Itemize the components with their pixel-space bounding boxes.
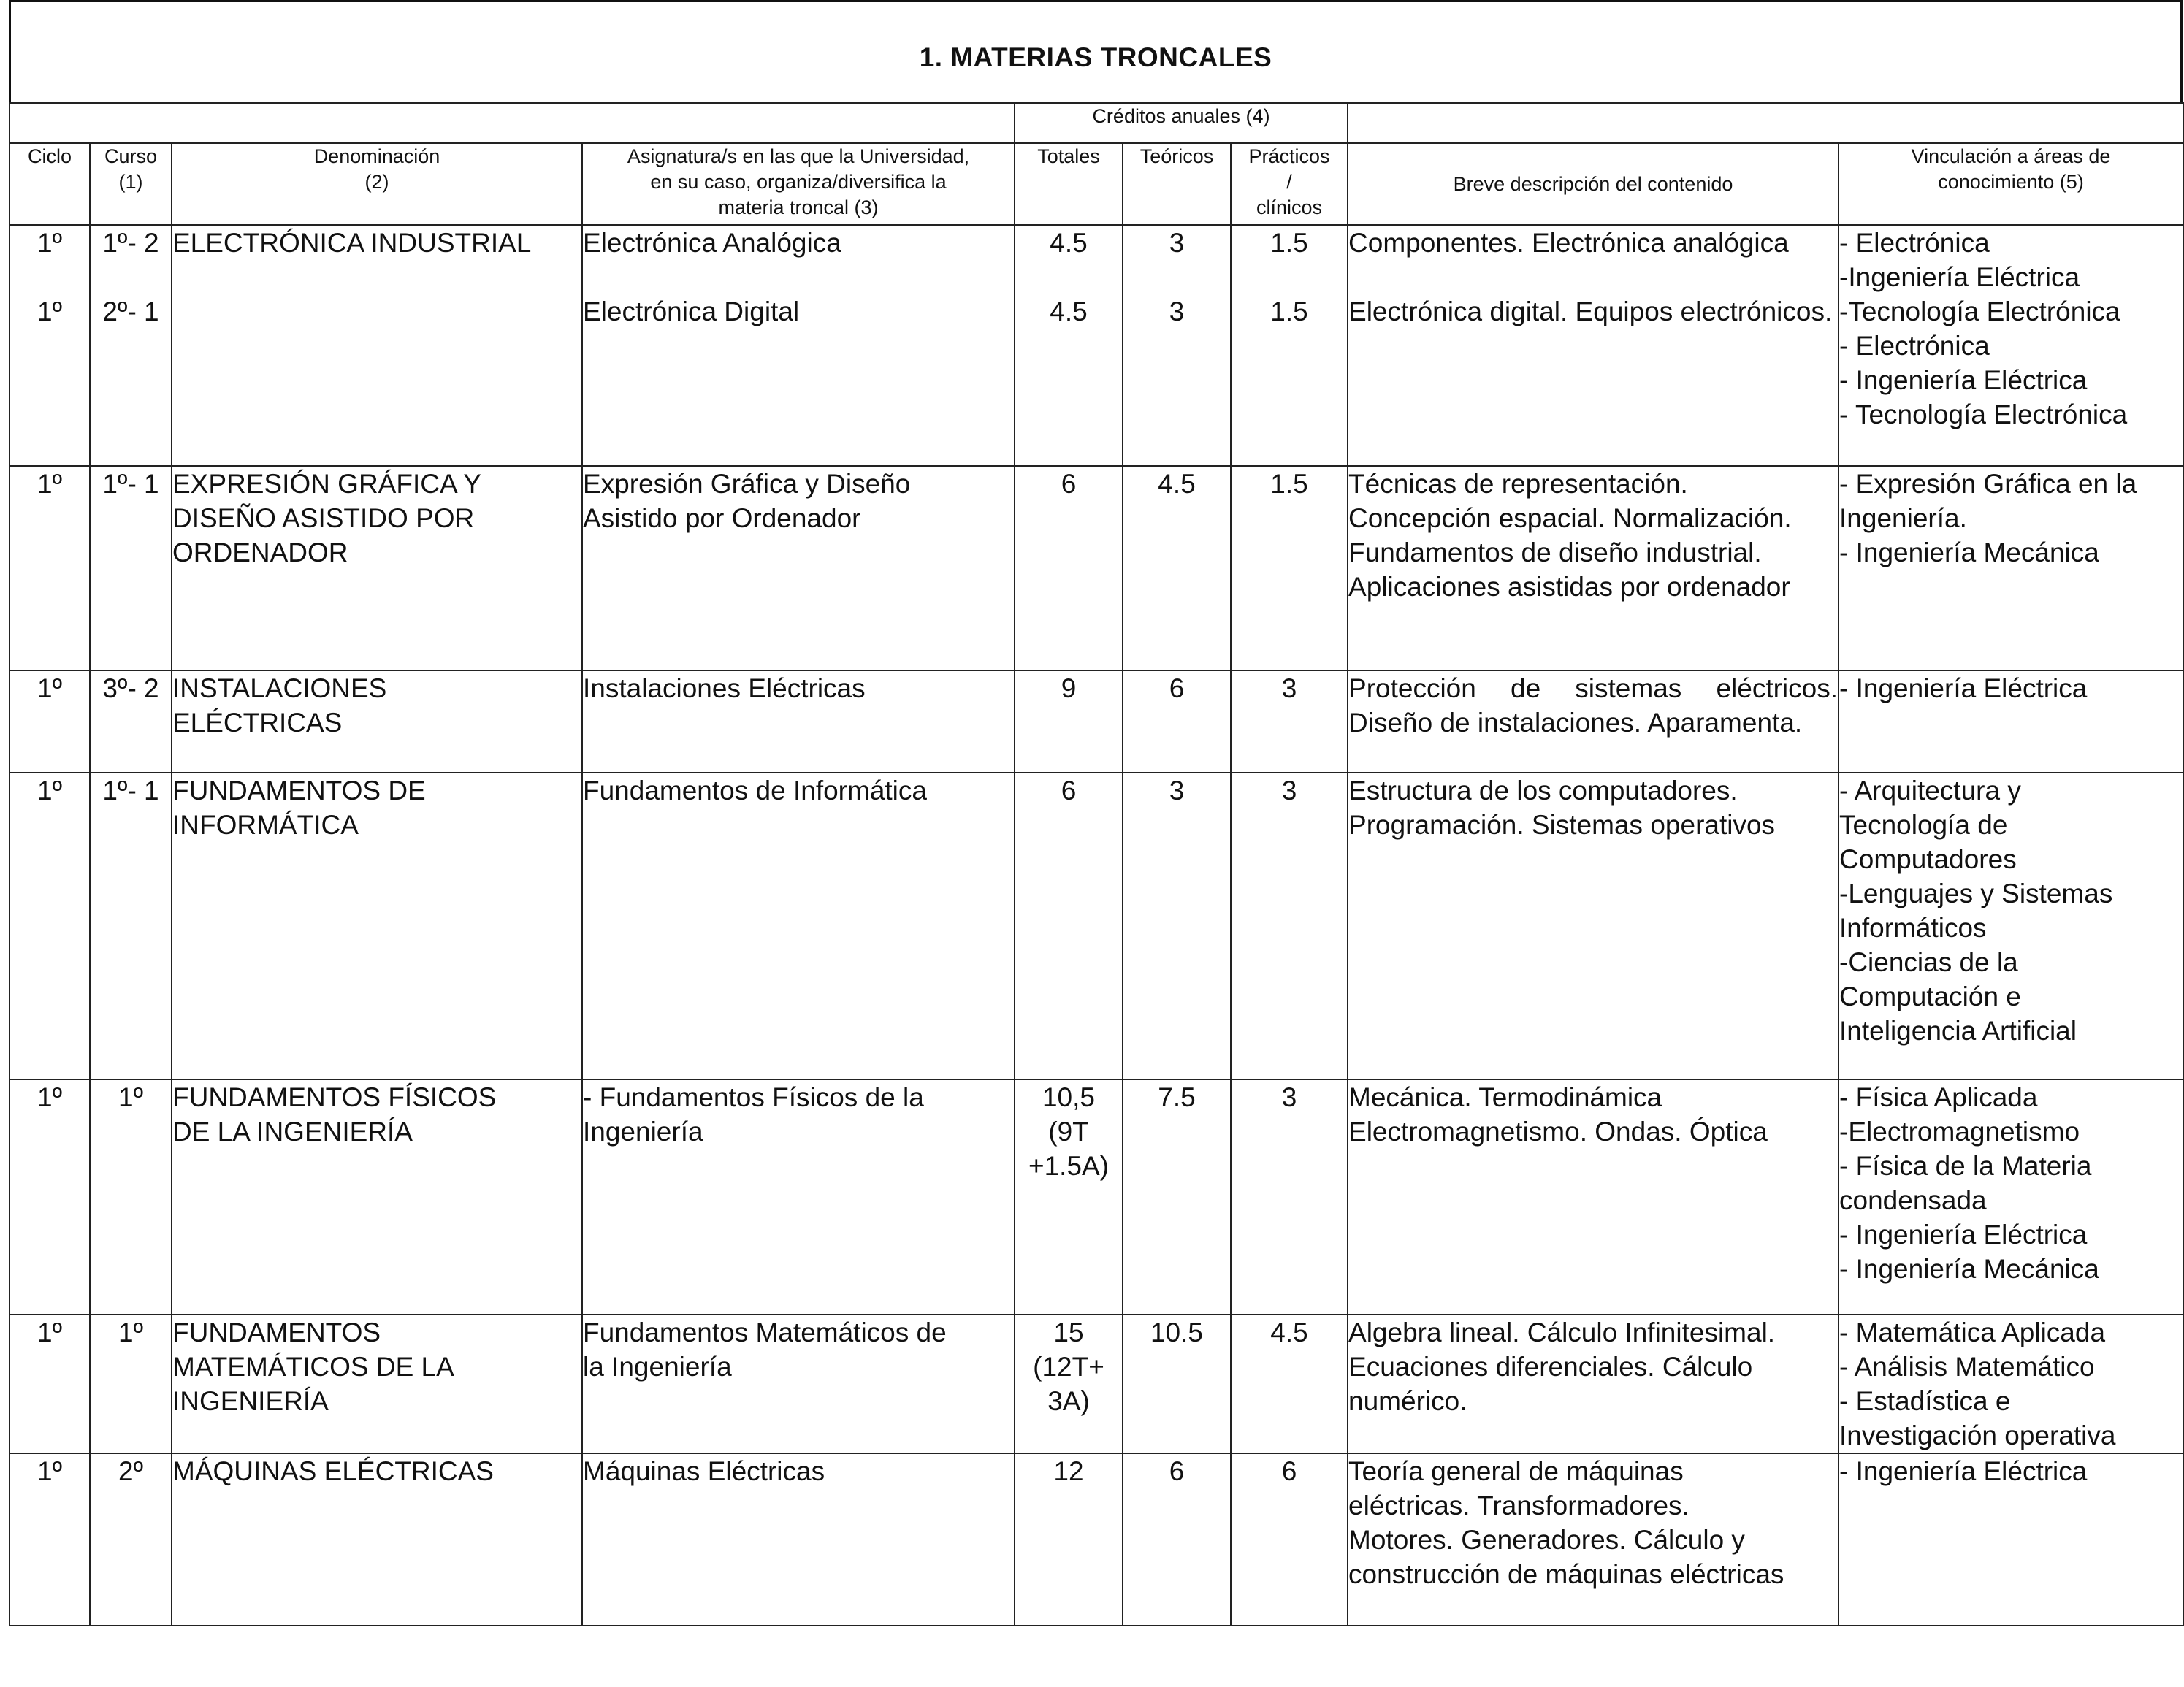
cell-vinculacion: - Matemática Aplicada - Análisis Matemático - Estadística e Investigación operativa <box>1839 1315 2183 1453</box>
cell-denominacion: FUNDAMENTOS DE INFORMÁTICA <box>172 773 582 1079</box>
cell-denominacion: FUNDAMENTOS MATEMÁTICOS DE LA INGENIERÍA <box>172 1315 582 1453</box>
cell-asignaturas: Expresión Gráfica y Diseño Asistido por Ordenador <box>582 466 1015 670</box>
cell-descripcion: Algebra lineal. Cálculo Infinitesimal. Ecuaciones diferenciales. Cálculo numérico. <box>1348 1315 1839 1453</box>
cell-totales: 9 <box>1015 670 1123 773</box>
header-row <box>9 143 2183 225</box>
cell-teoricos: 10.5 <box>1123 1315 1231 1453</box>
table-row <box>9 670 2183 773</box>
cell-totales: 12 <box>1015 1453 1123 1626</box>
cell-curso: 3º- 2 <box>90 670 172 773</box>
cell-teoricos: 6 <box>1123 1453 1231 1626</box>
cell-vinculacion: - Ingeniería Eléctrica <box>1839 670 2183 773</box>
cell-teoricos: 3 3 <box>1123 225 1231 466</box>
cell-teoricos: 7.5 <box>1123 1079 1231 1315</box>
cell-denominacion: MÁQUINAS ELÉCTRICAS <box>172 1453 582 1626</box>
cell-vinculacion: - Electrónica -Ingeniería Eléctrica -Tecnología Electrónica - Electrónica - Ingeniería Eléctrica - Tecnología Electrónica <box>1839 225 2183 466</box>
page-title: 1. MATERIAS TRONCALES <box>919 42 1272 72</box>
cell-practicos: 1.5 1.5 <box>1231 225 1348 466</box>
cell-totales: 15 (12T+ 3A) <box>1015 1315 1123 1453</box>
cell-ciclo: 1º <box>9 773 90 1079</box>
cell-teoricos: 4.5 <box>1123 466 1231 670</box>
cell-practicos: 3 <box>1231 773 1348 1079</box>
cell-ciclo: 1º <box>9 670 90 773</box>
cell-vinculacion: - Física Aplicada -Electromagnetismo - Física de la Materia condensada - Ingeniería Eléctrica - Ingeniería Mecánica <box>1839 1079 2183 1315</box>
cell-denominacion: FUNDAMENTOS FÍSICOS DE LA INGENIERÍA <box>172 1079 582 1315</box>
cell-descripcion: Protección de sistemas eléctricos. Diseño de instalaciones. Aparamenta. <box>1348 670 1839 773</box>
cell-asignaturas: Electrónica Analógica Electrónica Digital <box>582 225 1015 466</box>
title-box <box>9 0 2183 102</box>
cell-asignaturas: - Fundamentos Físicos de la Ingeniería <box>582 1079 1015 1315</box>
cell-teoricos: 3 <box>1123 773 1231 1079</box>
cell-curso: 1º- 2 2º- 1 <box>90 225 172 466</box>
cell-totales: 4.5 4.5 <box>1015 225 1123 466</box>
cell-ciclo: 1º <box>9 466 90 670</box>
header-descripcion: Breve descripción del contenido <box>1348 143 1839 225</box>
header-asignaturas: Asignatura/s en las que la Universidad, en su caso, organiza/diversifica la materia troncal (3) <box>582 143 1015 225</box>
cell-asignaturas: Instalaciones Eléctricas <box>582 670 1015 773</box>
cell-ciclo: 1º <box>9 1315 90 1453</box>
cell-curso: 1º <box>90 1079 172 1315</box>
header-curso: Curso (1) <box>90 143 172 225</box>
cell-totales: 6 <box>1015 466 1123 670</box>
cell-ciclo: 1º <box>9 1453 90 1626</box>
cell-ciclo: 1º 1º <box>9 225 90 466</box>
table-row <box>9 466 2183 670</box>
cell-vinculacion: - Expresión Gráfica en la Ingeniería. - Ingeniería Mecánica <box>1839 466 2183 670</box>
cell-curso: 1º- 1 <box>90 466 172 670</box>
header-group-row <box>9 103 2183 143</box>
cell-totales: 6 <box>1015 773 1123 1079</box>
cell-practicos: 3 <box>1231 1079 1348 1315</box>
table-row <box>9 773 2183 1079</box>
cell-practicos: 6 <box>1231 1453 1348 1626</box>
cell-descripcion: Estructura de los computadores. Programación. Sistemas operativos <box>1348 773 1839 1079</box>
cell-practicos: 3 <box>1231 670 1348 773</box>
table-row <box>9 1315 2183 1453</box>
header-teoricos: Teóricos <box>1123 143 1231 225</box>
cell-curso: 1º <box>90 1315 172 1453</box>
header-vinculacion: Vinculación a áreas de conocimiento (5) <box>1839 143 2183 225</box>
cell-asignaturas: Máquinas Eléctricas <box>582 1453 1015 1626</box>
cell-denominacion: INSTALACIONES ELÉCTRICAS <box>172 670 582 773</box>
table-row <box>9 225 2183 466</box>
cell-practicos: 4.5 <box>1231 1315 1348 1453</box>
header-denominacion: Denominación (2) <box>172 143 582 225</box>
header-practicos: Prácticos / clínicos <box>1231 143 1348 225</box>
cell-descripcion: Teoría general de máquinas eléctricas. Transformadores. Motores. Generadores. Cálculo y construcción de máquinas eléctricas <box>1348 1453 1839 1626</box>
cell-practicos: 1.5 <box>1231 466 1348 670</box>
cell-descripcion: Técnicas de representación. Concepción espacial. Normalización. Fundamentos de diseño industrial. Aplicaciones asistidas por ordenador <box>1348 466 1839 670</box>
cell-asignaturas: Fundamentos Matemáticos de la Ingeniería <box>582 1315 1015 1453</box>
table-row <box>9 1079 2183 1315</box>
cell-denominacion: EXPRESIÓN GRÁFICA Y DISEÑO ASISTIDO POR ORDENADOR <box>172 466 582 670</box>
cell-vinculacion: - Ingeniería Eléctrica <box>1839 1453 2183 1626</box>
header-totales: Totales <box>1015 143 1123 225</box>
cell-curso: 1º- 1 <box>90 773 172 1079</box>
table-row <box>9 1453 2183 1626</box>
cell-asignaturas: Fundamentos de Informática <box>582 773 1015 1079</box>
cell-totales: 10,5 (9T +1.5A) <box>1015 1079 1123 1315</box>
materias-table <box>9 102 2184 1626</box>
cell-vinculacion: - Arquitectura y Tecnología de Computadores -Lenguajes y Sistemas Informáticos -Ciencias de la Computación e Inteligencia Artificial <box>1839 773 2183 1079</box>
cell-ciclo: 1º <box>9 1079 90 1315</box>
cell-teoricos: 6 <box>1123 670 1231 773</box>
cell-curso: 2º <box>90 1453 172 1626</box>
header-ciclo: Ciclo <box>9 143 90 225</box>
cell-denominacion: ELECTRÓNICA INDUSTRIAL <box>172 225 582 466</box>
cell-descripcion: Mecánica. Termodinámica Electromagnetismo. Ondas. Óptica <box>1348 1079 1839 1315</box>
cell-descripcion: Componentes. Electrónica analógica Electrónica digital. Equipos electrónicos. <box>1348 225 1839 466</box>
creditos-group-header: Créditos anuales (4) <box>1015 103 1348 143</box>
